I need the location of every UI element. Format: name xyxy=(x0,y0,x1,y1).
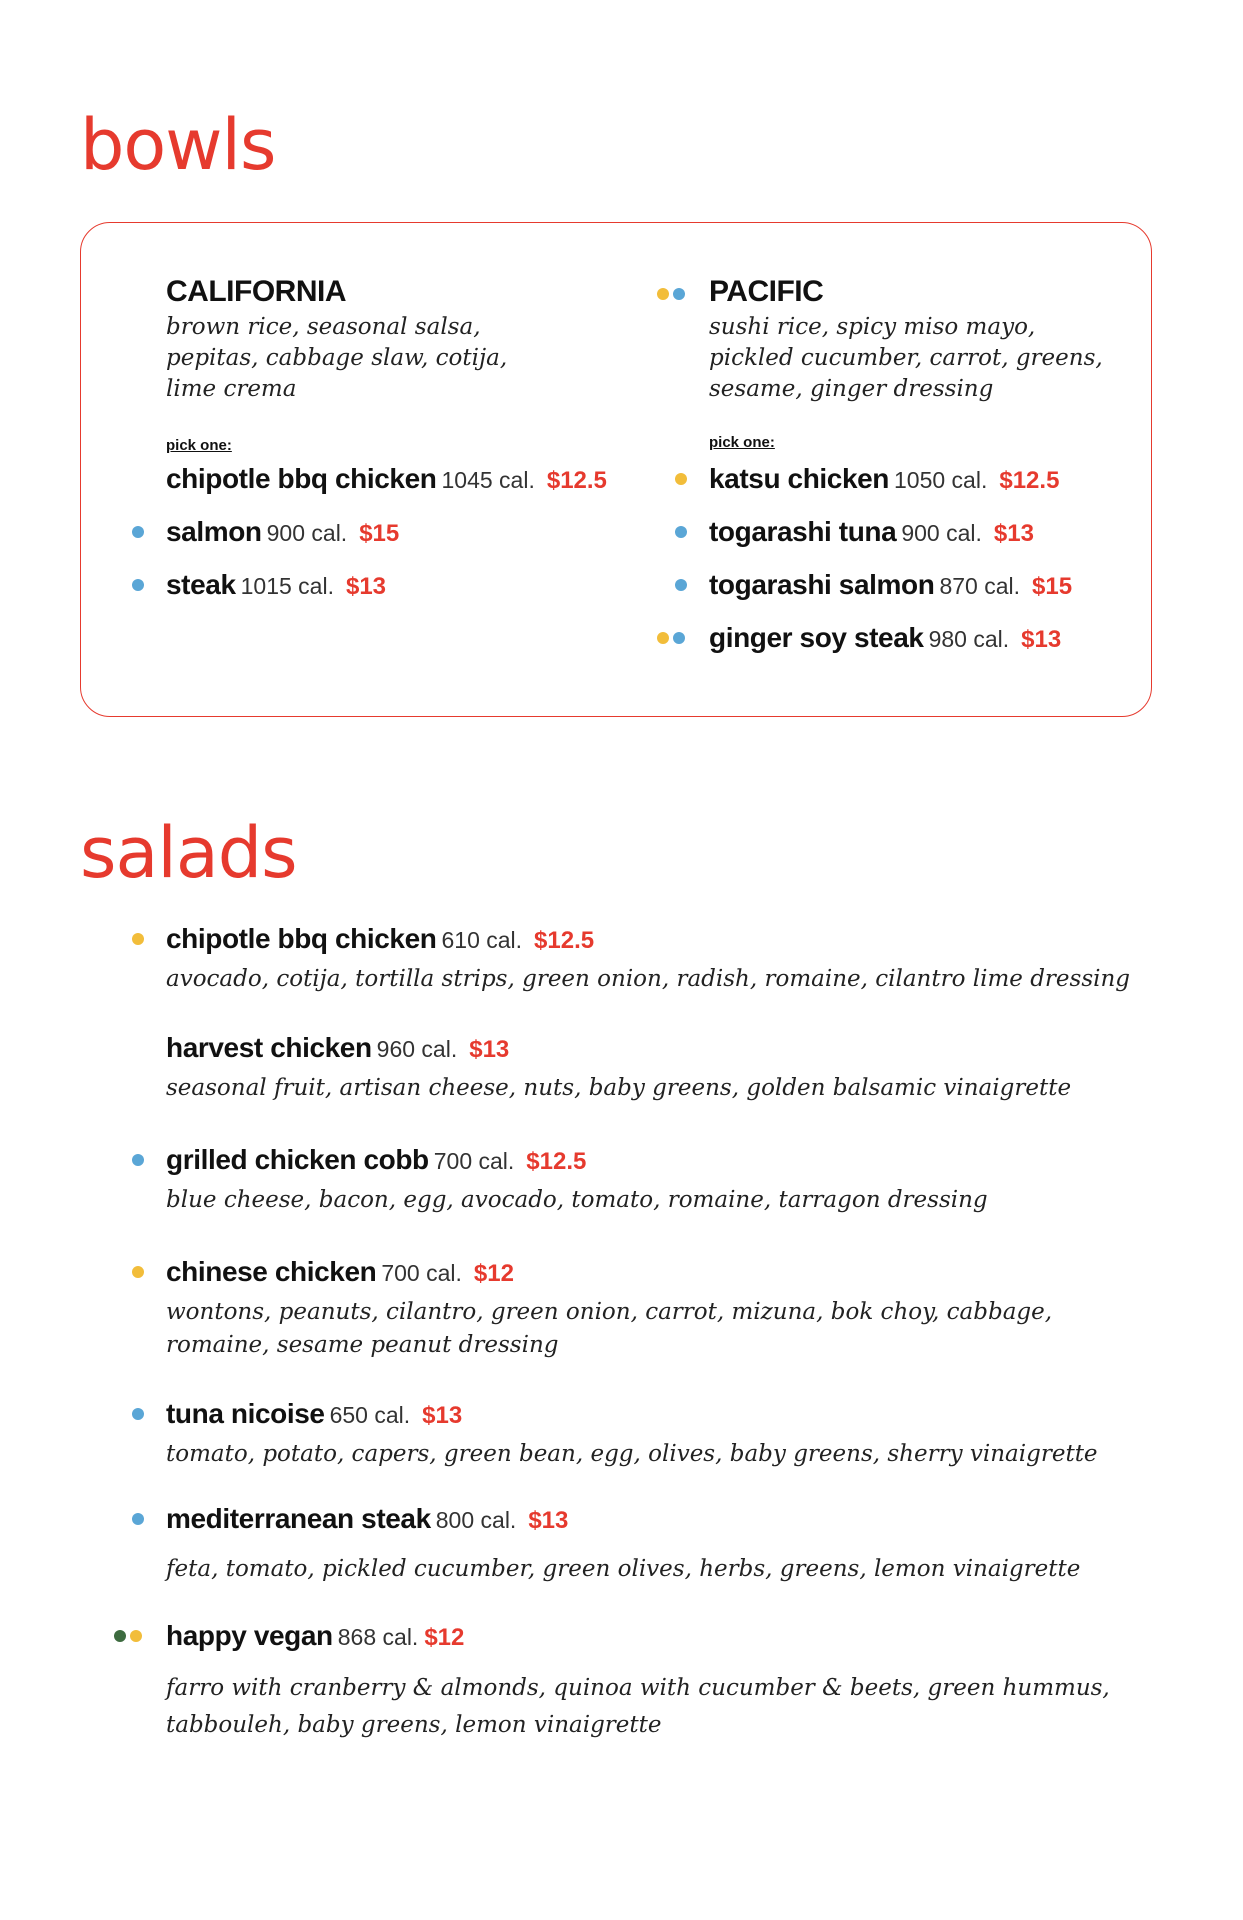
diet-dots xyxy=(132,563,144,607)
diet-dots xyxy=(132,1392,144,1436)
blue-dot-icon xyxy=(673,632,685,644)
salad-description: blue cheese, bacon, egg, avocado, tomato, romaine, tarragon dressing xyxy=(166,1187,988,1213)
salad-list xyxy=(166,915,1176,1744)
salad-name: harvest chicken xyxy=(166,1032,372,1063)
option-name: steak xyxy=(166,569,236,600)
salad-item[interactable] xyxy=(166,1495,1176,1586)
salad-calories: 960 cal. xyxy=(376,1036,458,1062)
diet-dots xyxy=(675,510,687,554)
salad-item[interactable] xyxy=(166,1024,1176,1105)
protein-option[interactable] xyxy=(166,510,686,563)
salad-price: $13 xyxy=(469,1036,510,1063)
option-calories: 1015 cal. xyxy=(240,573,334,599)
option-calories: 900 cal. xyxy=(266,520,348,546)
diet-dots xyxy=(657,272,685,316)
salads-title: salads xyxy=(80,812,297,894)
salad-description: tomato, potato, capers, green bean, egg, olives, baby greens, sherry vinaigrette xyxy=(166,1441,1098,1467)
salad-name: tuna nicoise xyxy=(166,1398,325,1429)
protein-option[interactable] xyxy=(709,510,1229,563)
option-name: togarashi salmon xyxy=(709,569,935,600)
protein-options xyxy=(709,457,1229,669)
blue-dot-icon xyxy=(132,1408,144,1420)
blue-dot-icon xyxy=(132,579,144,591)
bowl-pacific xyxy=(709,272,1229,669)
diet-dots xyxy=(657,616,685,660)
salad-name: happy vegan xyxy=(166,1620,333,1651)
option-price: $15 xyxy=(359,520,400,547)
bowls-title: bowls xyxy=(80,104,276,186)
salad-name: chinese chicken xyxy=(166,1256,377,1287)
diet-dots xyxy=(132,917,144,961)
blue-dot-icon xyxy=(132,1154,144,1166)
salad-calories: 700 cal. xyxy=(381,1260,462,1286)
protein-option[interactable] xyxy=(709,457,1229,510)
yellow-dot-icon xyxy=(675,473,687,485)
pick-one-label: pick one: xyxy=(166,437,232,454)
salad-calories: 800 cal. xyxy=(435,1507,517,1533)
salad-item[interactable] xyxy=(166,1390,1176,1471)
bowl-name-row xyxy=(709,272,1229,312)
option-price: $13 xyxy=(1021,626,1062,653)
salad-calories: 610 cal. xyxy=(441,927,523,953)
salad-description: avocado, cotija, tortilla strips, green onion, radish, romaine, cilantro lime dressing xyxy=(166,966,1131,992)
yellow-dot-icon xyxy=(657,288,669,300)
green-dot-icon xyxy=(114,1630,126,1642)
option-calories: 870 cal. xyxy=(939,573,1020,599)
salad-price: $12 xyxy=(473,1260,514,1287)
option-price: $12.5 xyxy=(999,467,1060,494)
salad-price: $13 xyxy=(528,1507,569,1534)
protein-option[interactable] xyxy=(709,563,1229,616)
salad-item[interactable] xyxy=(166,915,1176,996)
option-price: $12.5 xyxy=(546,467,607,494)
salad-item[interactable] xyxy=(166,1136,1176,1217)
yellow-dot-icon xyxy=(130,1630,142,1642)
diet-dots xyxy=(114,1614,142,1658)
salad-description: seasonal fruit, artisan cheese, nuts, baby greens, golden balsamic vinaigrette xyxy=(166,1075,1072,1101)
option-price: $13 xyxy=(345,573,387,600)
blue-dot-icon xyxy=(132,526,144,538)
blue-dot-icon xyxy=(675,526,687,538)
option-name: chipotle bbq chicken xyxy=(166,463,437,494)
diet-dots xyxy=(675,457,687,501)
salad-price: $12.5 xyxy=(534,927,595,954)
option-name: togarashi tuna xyxy=(709,516,897,547)
yellow-dot-icon xyxy=(657,632,669,644)
protein-options xyxy=(166,457,686,616)
option-calories: 1050 cal. xyxy=(894,467,988,493)
option-calories: 1045 cal. xyxy=(441,467,535,493)
option-calories: 900 cal. xyxy=(901,520,982,546)
salad-description: feta, tomato, pickled cucumber, green olives, herbs, greens, lemon vinaigrette xyxy=(166,1556,1081,1582)
option-name: ginger soy steak xyxy=(709,622,924,653)
salad-item[interactable] xyxy=(166,1612,1176,1744)
bowl-description: sushi rice, spicy miso mayo, pickled cucumber, carrot, greens, sesame, ginger dressing xyxy=(709,314,1103,402)
diet-dots xyxy=(675,563,687,607)
salad-price: $13 xyxy=(422,1402,463,1429)
salad-price: $12.5 xyxy=(526,1148,587,1175)
diet-dots xyxy=(132,1250,144,1294)
salad-calories: 700 cal. xyxy=(433,1148,515,1174)
protein-option[interactable] xyxy=(166,563,686,616)
salad-item[interactable] xyxy=(166,1248,1176,1362)
yellow-dot-icon xyxy=(132,933,144,945)
salad-calories: 650 cal. xyxy=(329,1402,411,1428)
bowl-description: brown rice, seasonal salsa, pepitas, cabbage slaw, cotija, lime crema xyxy=(166,314,508,402)
option-price: $13 xyxy=(993,520,1034,547)
salad-name: chipotle bbq chicken xyxy=(166,923,437,954)
salad-description: wontons, peanuts, cilantro, green onion, carrot, mizuna, bok choy, cabbage, romaine, sesame peanut dressing xyxy=(166,1299,1053,1358)
bowl-california xyxy=(166,272,686,616)
blue-dot-icon xyxy=(673,288,685,300)
option-price: $15 xyxy=(1032,573,1073,600)
salad-calories: 868 cal. xyxy=(337,1624,419,1650)
salad-description: farro with cranberry & almonds, quinoa with cucumber & beets, green hummus, tabbouleh, baby greens, lemon vinaigrette xyxy=(166,1675,1110,1738)
option-calories: 980 cal. xyxy=(928,626,1010,652)
blue-dot-icon xyxy=(675,579,687,591)
diet-dots xyxy=(132,1138,144,1182)
bowl-name: PACIFIC xyxy=(709,275,824,308)
option-name: katsu chicken xyxy=(709,463,889,494)
salad-price: $12 xyxy=(424,1624,465,1651)
blue-dot-icon xyxy=(132,1513,144,1525)
bowl-name: CALIFORNIA xyxy=(166,275,346,308)
yellow-dot-icon xyxy=(132,1266,144,1278)
protein-option[interactable] xyxy=(709,616,1229,669)
option-name: salmon xyxy=(166,516,262,547)
protein-option[interactable] xyxy=(166,457,686,510)
salad-name: mediterranean steak xyxy=(166,1503,431,1534)
pick-one-label: pick one: xyxy=(709,434,775,451)
diet-dots xyxy=(132,1497,144,1541)
salad-name: grilled chicken cobb xyxy=(166,1144,429,1175)
diet-dots xyxy=(132,510,144,554)
